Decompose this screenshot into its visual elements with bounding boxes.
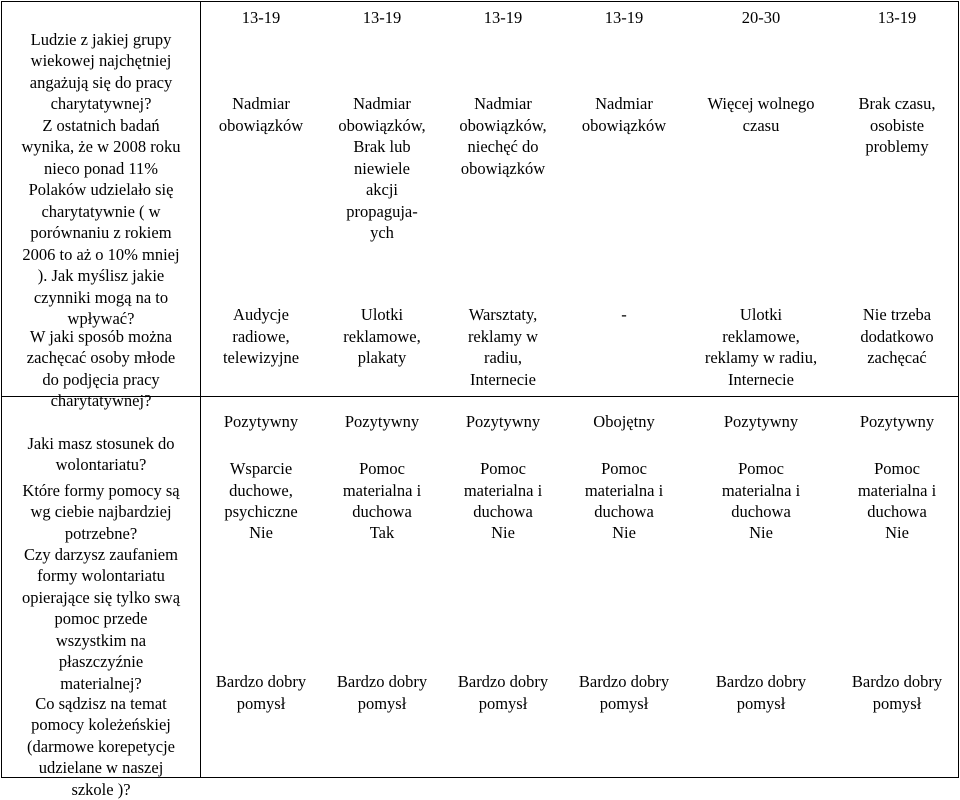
question-line: Co sądzisz na temat	[35, 693, 167, 713]
answer-line: pomysł	[872, 693, 922, 713]
answer-line: obowiązków	[460, 158, 546, 178]
answer-line: reklamowe,	[343, 326, 421, 346]
answer-line: Pomoc	[480, 459, 526, 478]
question-line: porównaniu z rokiem	[30, 223, 172, 242]
trust-cell: Nie	[885, 523, 909, 542]
answer-line: telewizyjne	[222, 348, 300, 367]
factor-cell	[196, 93, 326, 136]
attitude-cell: Pozytywny	[859, 412, 935, 431]
answer-line: pomysł	[357, 693, 407, 713]
question-line: charytatywnej?	[50, 94, 152, 113]
question-line: Czy darzysz zaufaniem	[24, 544, 178, 564]
question-line: szkole )?	[71, 779, 131, 799]
answer-line: pomysł	[478, 693, 528, 713]
question-line: wg ciebie najbardziej	[30, 502, 172, 521]
forms-cell	[438, 458, 568, 523]
answer-line: zachęcać	[867, 348, 927, 367]
encouragement-cell	[196, 304, 326, 369]
answer-line: Audycje	[233, 305, 289, 324]
factor-cell	[317, 93, 447, 244]
answer-line: pomysł	[236, 693, 286, 713]
peer-help-cell	[832, 671, 960, 714]
question-line: materialnej?	[60, 673, 142, 693]
answer-line: reklamy w	[467, 326, 539, 346]
question-line: charytatywnej?	[50, 391, 152, 410]
answer-line: czasu	[742, 115, 780, 135]
answer-line: duchowe,	[229, 480, 293, 500]
forms-cell	[559, 458, 689, 523]
table-border-top	[1, 1, 959, 2]
answer-line: plakaty	[357, 348, 407, 367]
answer-line: -	[621, 305, 627, 324]
question-line: wynika, że w 2008 roku	[21, 137, 181, 156]
trust-cell: Nie	[612, 523, 636, 542]
answer-line: duchowa	[731, 502, 791, 521]
answer-line: obowiązków	[218, 115, 304, 135]
question-line: wszystkim na	[55, 630, 147, 650]
age-group-cell: 13-19	[362, 8, 402, 27]
peer-help-cell	[438, 671, 568, 714]
answer-line: Pomoc	[359, 459, 405, 478]
answer-line: Nadmiar	[474, 94, 532, 113]
trust-cell: Nie	[249, 523, 273, 542]
answer-line: Bardzo dobry	[457, 672, 549, 691]
encouragement-cell	[438, 304, 568, 390]
question-line: wiekowej najchętniej	[30, 51, 172, 70]
question-line: Z ostatnich badań	[42, 115, 160, 135]
attitude-cell: Pozytywny	[344, 412, 420, 431]
question-line: pomoc przede	[54, 609, 148, 628]
answer-line: obowiązków,	[459, 115, 547, 135]
peer-help-cell	[559, 671, 689, 714]
answer-line: Ulotki	[739, 305, 783, 324]
answer-line: Nadmiar	[595, 94, 653, 113]
question-line: pomocy koleżeńskiej	[31, 715, 171, 734]
answer-line: Wsparcie	[229, 459, 293, 478]
answer-line: Internecie	[728, 369, 794, 389]
answer-line: materialna i	[857, 480, 937, 500]
trust-cell: Nie	[749, 523, 773, 542]
answer-line: materialna i	[721, 480, 801, 500]
answer-line: niechęć do	[467, 137, 539, 156]
question-line: potrzebne?	[64, 523, 138, 543]
question-encouragement	[5, 304, 197, 412]
encouragement-cell	[559, 304, 689, 326]
answer-line: materialna i	[342, 480, 422, 500]
answer-line: Bardzo dobry	[851, 672, 943, 691]
answer-line: duchowa	[867, 502, 927, 521]
table-border-left	[1, 1, 2, 778]
question-line: Które formy pomocy są	[22, 480, 180, 500]
encouragement-cell	[317, 304, 447, 369]
question-line: charytatywnie ( w	[41, 201, 161, 221]
answer-line: duchowa	[473, 502, 533, 521]
answer-line: radiowe,	[232, 326, 290, 346]
answer-line: Internecie	[470, 369, 536, 389]
question-line: płaszczyźnie	[58, 652, 144, 671]
age-group-cell: 13-19	[241, 8, 281, 27]
age-group-cell: 13-19	[604, 8, 644, 27]
question-line: W jaki sposób można	[29, 326, 173, 346]
answer-line: Brak lub	[353, 137, 411, 156]
answer-line: obowiązków	[581, 115, 667, 135]
answer-line: Nadmiar	[353, 94, 411, 113]
answer-line: reklamy w radiu,	[704, 348, 818, 367]
answer-line: Więcej wolnego	[707, 94, 815, 113]
question-line: angażują się do pracy	[29, 72, 173, 92]
question-line: Ludzie z jakiej grupy	[30, 29, 172, 49]
answer-line: akcji	[365, 180, 399, 199]
forms-cell	[832, 458, 960, 523]
attitude-cell: Pozytywny	[465, 412, 541, 431]
survey-table	[1, 1, 959, 799]
answer-line: Nadmiar	[232, 94, 290, 113]
answer-line: Bardzo dobry	[715, 672, 807, 691]
answer-line: dodatkowo	[860, 326, 934, 346]
answer-line: problemy	[865, 137, 929, 156]
question-factors	[5, 93, 197, 330]
answer-line: Ulotki	[360, 305, 404, 324]
answer-line: duchowa	[352, 502, 412, 521]
answer-line: Pomoc	[874, 459, 920, 478]
peer-help-cell	[196, 671, 326, 714]
question-peer-help	[5, 671, 197, 800]
answer-line: radiu,	[483, 348, 523, 367]
encouragement-cell	[832, 304, 960, 369]
question-line: zachęcać osoby młode	[26, 348, 176, 367]
answer-line: Warsztaty,	[468, 305, 538, 324]
attitude-cell: Obojętny	[593, 412, 655, 431]
encouragement-cell	[696, 304, 826, 390]
answer-line: pomysł	[599, 693, 649, 713]
question-line: wolontariatu?	[55, 455, 147, 474]
factor-cell	[438, 93, 568, 179]
forms-cell	[196, 458, 326, 523]
question-line: ). Jak myślisz jakie	[37, 266, 165, 285]
peer-help-cell	[317, 671, 447, 714]
answer-line: materialna i	[584, 480, 664, 500]
attitude-cell: Pozytywny	[223, 412, 299, 431]
forms-cell	[696, 458, 826, 523]
answer-line: Bardzo dobry	[578, 672, 670, 691]
question-trust	[5, 522, 197, 694]
question-line: opierające się tylko swą	[21, 587, 181, 607]
answer-line: obowiązków,	[338, 115, 426, 135]
answer-line: niewiele	[354, 158, 410, 178]
age-group-cell: 20-30	[741, 8, 781, 27]
answer-line: reklamowe,	[722, 326, 800, 346]
answer-line: Nie trzeba	[862, 305, 932, 324]
attitude-cell: Pozytywny	[723, 412, 799, 431]
question-line: wpływać?	[67, 309, 135, 328]
answer-line: Brak czasu,	[858, 94, 936, 113]
answer-line: Bardzo dobry	[215, 672, 307, 691]
answer-line: propaguja-	[346, 201, 418, 221]
answer-line: psychiczne	[224, 502, 298, 521]
answer-line: materialna i	[463, 480, 543, 500]
question-line: Polaków udzielało się	[28, 180, 174, 199]
factor-cell	[696, 93, 826, 136]
age-group-cell: 13-19	[877, 8, 917, 27]
answer-line: Pomoc	[601, 459, 647, 478]
age-group-cell: 13-19	[483, 8, 523, 27]
answer-line: pomysł	[736, 693, 786, 713]
peer-help-cell	[696, 671, 826, 714]
answer-line: Bardzo dobry	[336, 672, 428, 691]
trust-cell: Tak	[369, 523, 395, 542]
answer-line: osobiste	[869, 115, 925, 135]
answer-line: Pomoc	[738, 459, 784, 478]
question-line: udzielane w naszej	[38, 758, 164, 777]
question-line: nieco ponad 11%	[44, 158, 158, 178]
answer-line: ych	[370, 223, 394, 242]
trust-cell: Nie	[491, 523, 515, 542]
question-line: 2006 to aż o 10% mniej	[22, 244, 180, 264]
question-line: do podjęcia pracy	[42, 369, 160, 389]
question-line: formy wolontariatu	[37, 566, 165, 585]
factor-cell	[832, 93, 960, 158]
forms-cell	[317, 458, 447, 523]
answer-line: duchowa	[594, 502, 654, 521]
question-line: Jaki masz stosunek do	[27, 433, 175, 453]
question-line: (darmowe korepetycje	[27, 736, 175, 756]
factor-cell	[559, 93, 689, 136]
question-line: czynniki mogą na to	[33, 287, 169, 307]
